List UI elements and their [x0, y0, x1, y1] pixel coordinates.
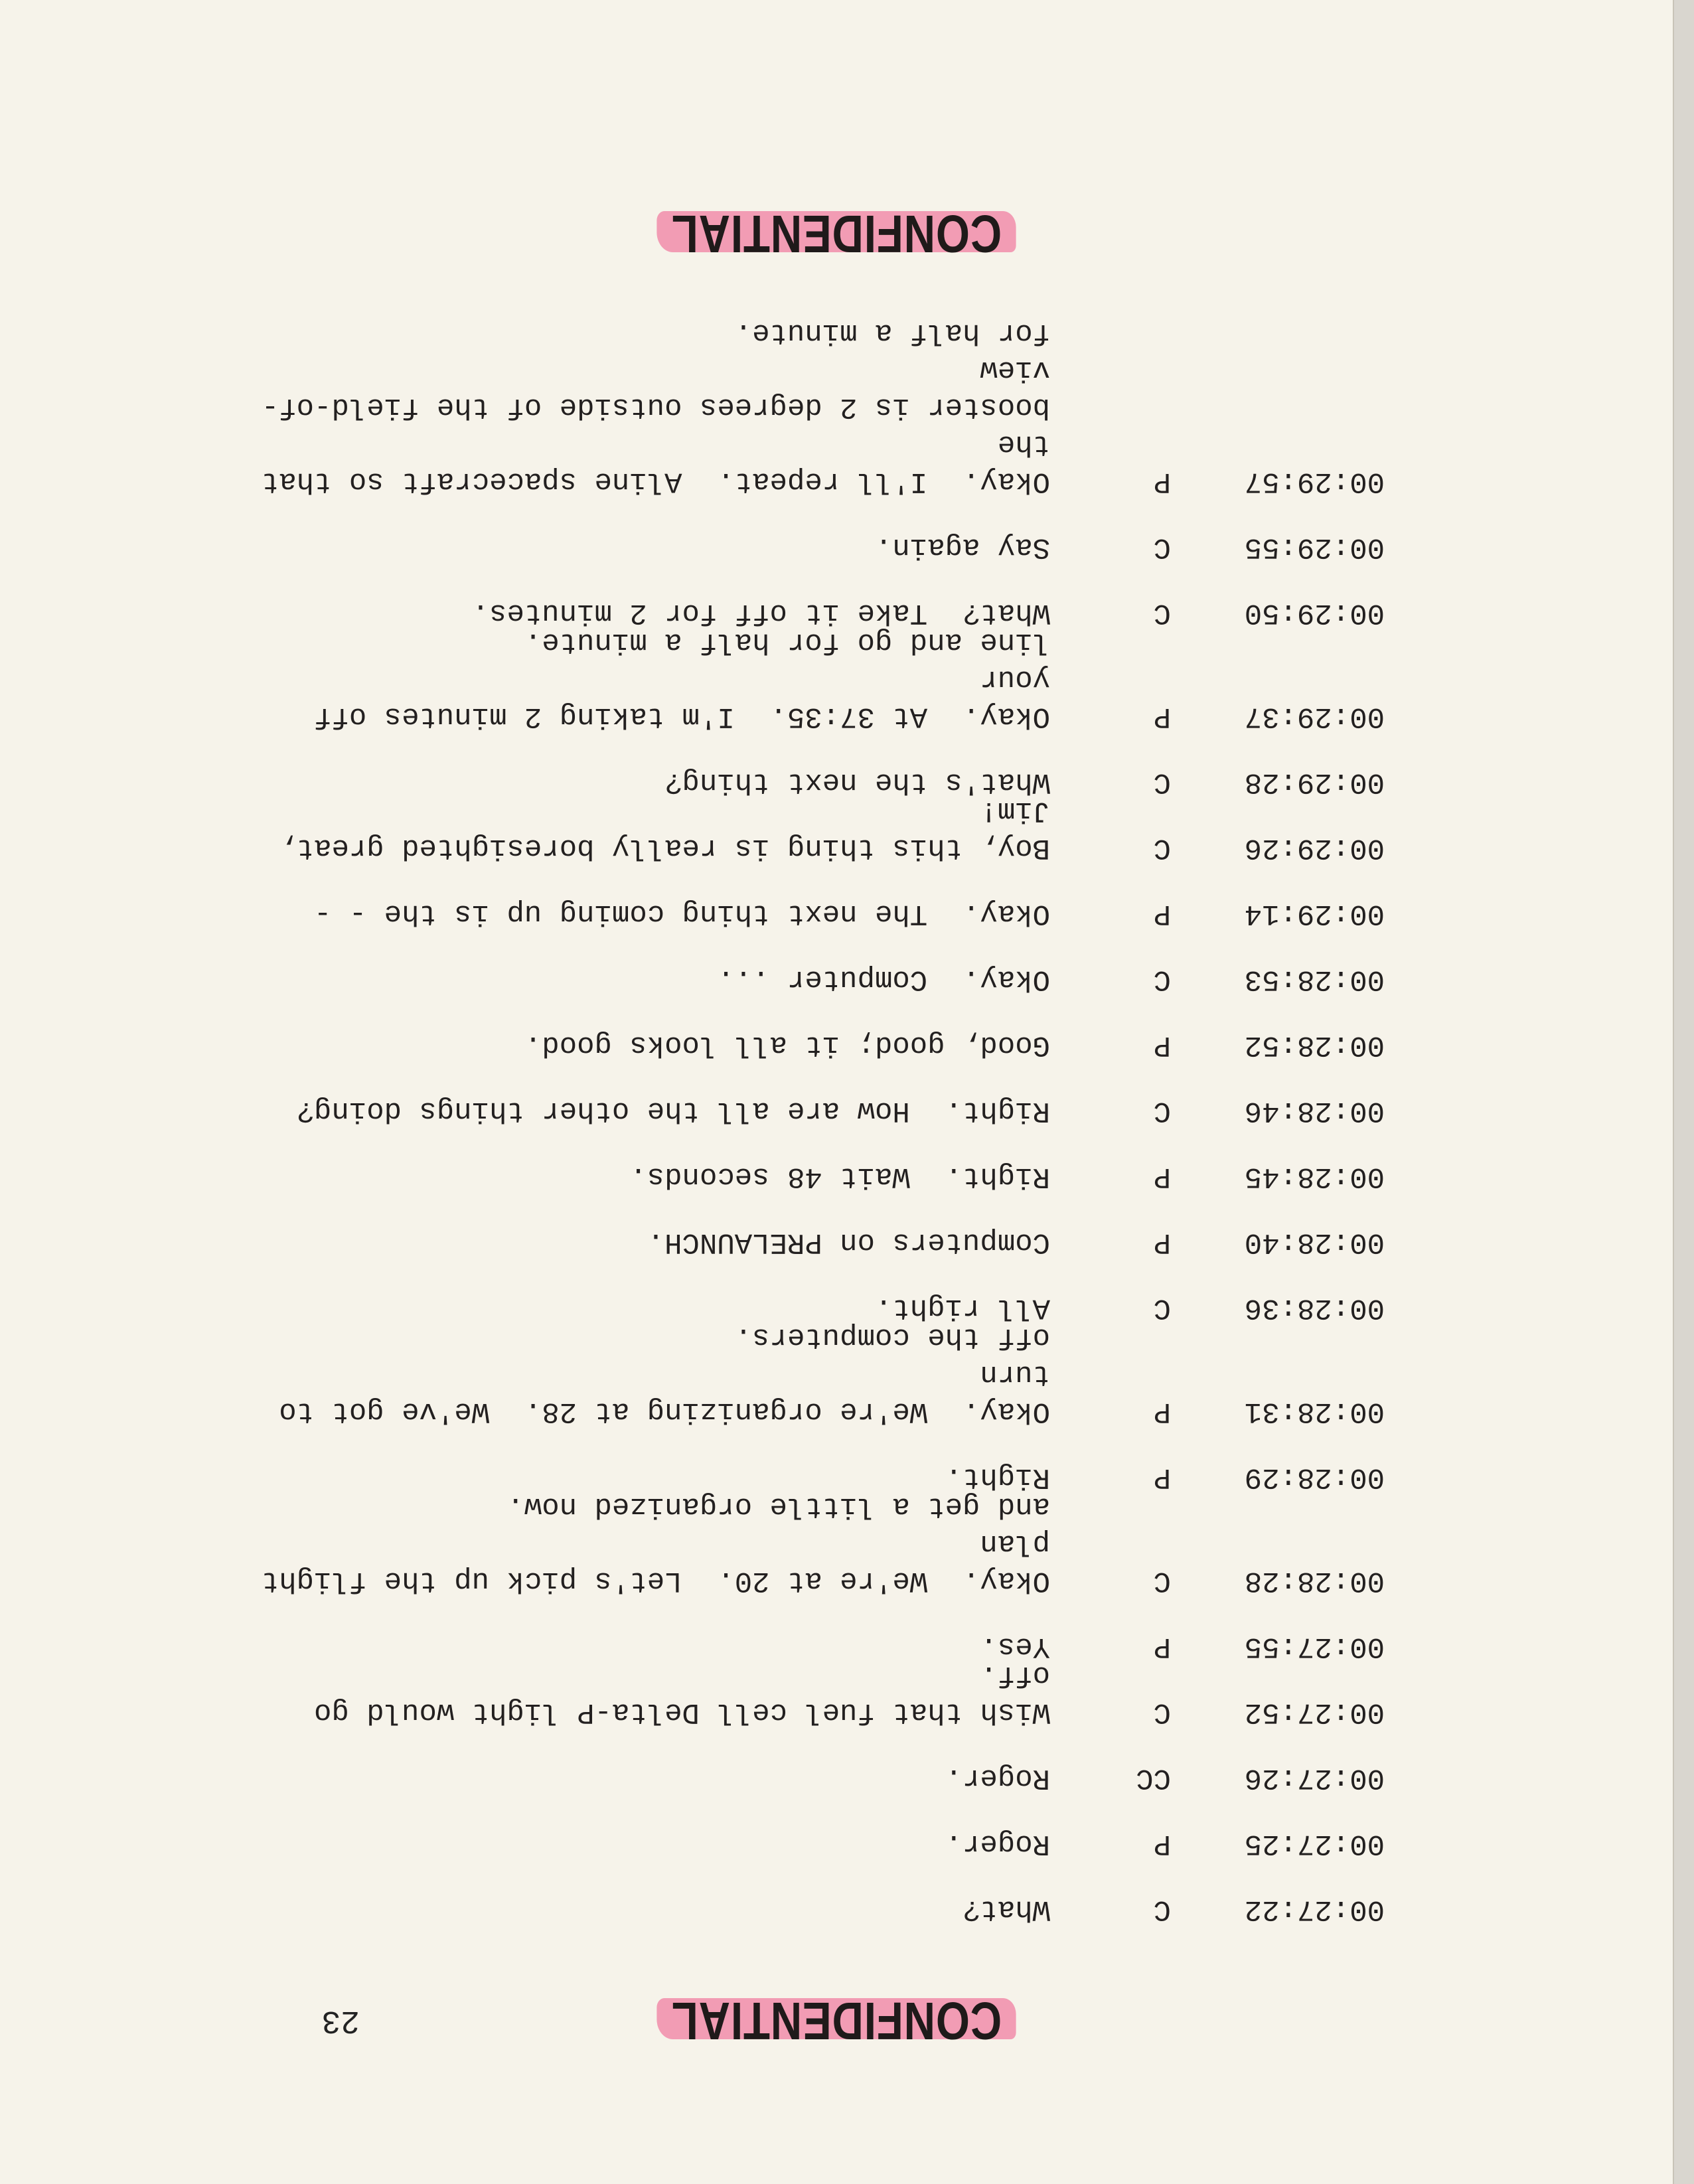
timestamp: 00:28:46: [1244, 1094, 1385, 1127]
utterance: Right.: [945, 1460, 1050, 1494]
timestamp: 00:28:29: [1244, 1460, 1385, 1494]
timestamp: 00:29:26: [1244, 831, 1385, 864]
timestamp: 00:28:52: [1244, 1028, 1385, 1061]
utterance: Right. How are all the other things doing?: [296, 1094, 1050, 1127]
utterance: Yes.: [980, 1630, 1050, 1663]
speaker: P: [1153, 1630, 1171, 1663]
timestamp: 00:29:28: [1244, 765, 1385, 799]
utterance: Okay. The next thing coming up is the - -: [314, 897, 1050, 930]
timestamp: 00:29:55: [1244, 530, 1385, 564]
utterance: Say again.: [874, 530, 1050, 564]
speaker: C: [1153, 596, 1171, 629]
utterance: Okay. We're at 20. Let's pick up the flight plan and get a little organized now.: [261, 1490, 1050, 1597]
timestamp: 00:28:28: [1244, 1564, 1385, 1597]
speaker: C: [1153, 765, 1171, 799]
utterance: Boy, this thing is really boresighted great, Jim!: [261, 794, 1050, 864]
speaker: C: [1153, 831, 1171, 864]
speaker: P: [1153, 1395, 1171, 1428]
confidential-stamp-top: [662, 1990, 1011, 2051]
timestamp: 00:28:45: [1244, 1160, 1385, 1193]
timestamp: 00:29:37: [1244, 700, 1385, 733]
speaker: C: [1153, 1564, 1171, 1597]
confidential-stamp-bottom: [662, 203, 1011, 264]
utterance: Okay. We're organizing at 28. We've got to turn off the computers.: [279, 1320, 1050, 1428]
timestamp: 00:29:14: [1244, 897, 1385, 930]
timestamp: 00:28:53: [1244, 963, 1385, 996]
utterance: Wish that fuel cell Delta-P light would go off.: [296, 1658, 1050, 1729]
stamp-text: CONFIDENTIAL: [670, 1991, 1002, 2051]
speaker: CC: [1136, 1761, 1171, 1794]
speaker: P: [1153, 1160, 1171, 1193]
timestamp: 00:27:55: [1244, 1630, 1385, 1663]
timestamp: 00:27:26: [1244, 1761, 1385, 1794]
speaker: P: [1153, 897, 1171, 930]
timestamp: 00:29:50: [1244, 596, 1385, 629]
speaker: P: [1153, 1225, 1171, 1259]
timestamp: 00:28:31: [1244, 1395, 1385, 1428]
utterance: Okay. I'll repeat. Aline spacecraft so that the booster is 2 degrees outside of the field-of-view for half a minute.: [261, 316, 1050, 498]
timestamp: 00:27:52: [1244, 1695, 1385, 1729]
speaker: C: [1153, 1695, 1171, 1729]
utterance: All right.: [874, 1291, 1050, 1324]
timestamp: 00:27:22: [1244, 1893, 1385, 1926]
timestamp: 00:29:57: [1244, 465, 1385, 498]
timestamp: 00:27:25: [1244, 1827, 1385, 1860]
utterance: Okay. At 37:35. I'm taking 2 minutes off your line and go for half a minute.: [314, 625, 1050, 733]
utterance: Okay. Computer ...: [717, 963, 1050, 996]
speaker: P: [1153, 700, 1171, 733]
utterance: Roger.: [945, 1827, 1050, 1860]
timestamp: 00:28:40: [1244, 1225, 1385, 1259]
speaker: P: [1153, 1028, 1171, 1061]
speaker: C: [1153, 963, 1171, 996]
speaker: P: [1153, 465, 1171, 498]
utterance: Roger.: [945, 1761, 1050, 1794]
page-number: 23: [321, 2002, 360, 2038]
utterance: What?: [962, 1893, 1050, 1926]
speaker: C: [1153, 1291, 1171, 1324]
speaker: C: [1153, 1094, 1171, 1127]
speaker: C: [1153, 1893, 1171, 1926]
utterance: What's the next thing?: [664, 765, 1050, 799]
stamp-text: CONFIDENTIAL: [670, 204, 1002, 264]
speaker: C: [1153, 530, 1171, 564]
utterance: Good, good; it all looks good.: [524, 1028, 1050, 1061]
speaker: P: [1153, 1460, 1171, 1494]
timestamp: 00:28:36: [1244, 1291, 1385, 1324]
speaker: P: [1153, 1827, 1171, 1860]
utterance: Right. Wait 48 seconds.: [629, 1160, 1050, 1193]
utterance: Computers on PRELAUNCH.: [647, 1225, 1050, 1259]
utterance: What? Take it off for 2 minutes.: [471, 596, 1050, 629]
